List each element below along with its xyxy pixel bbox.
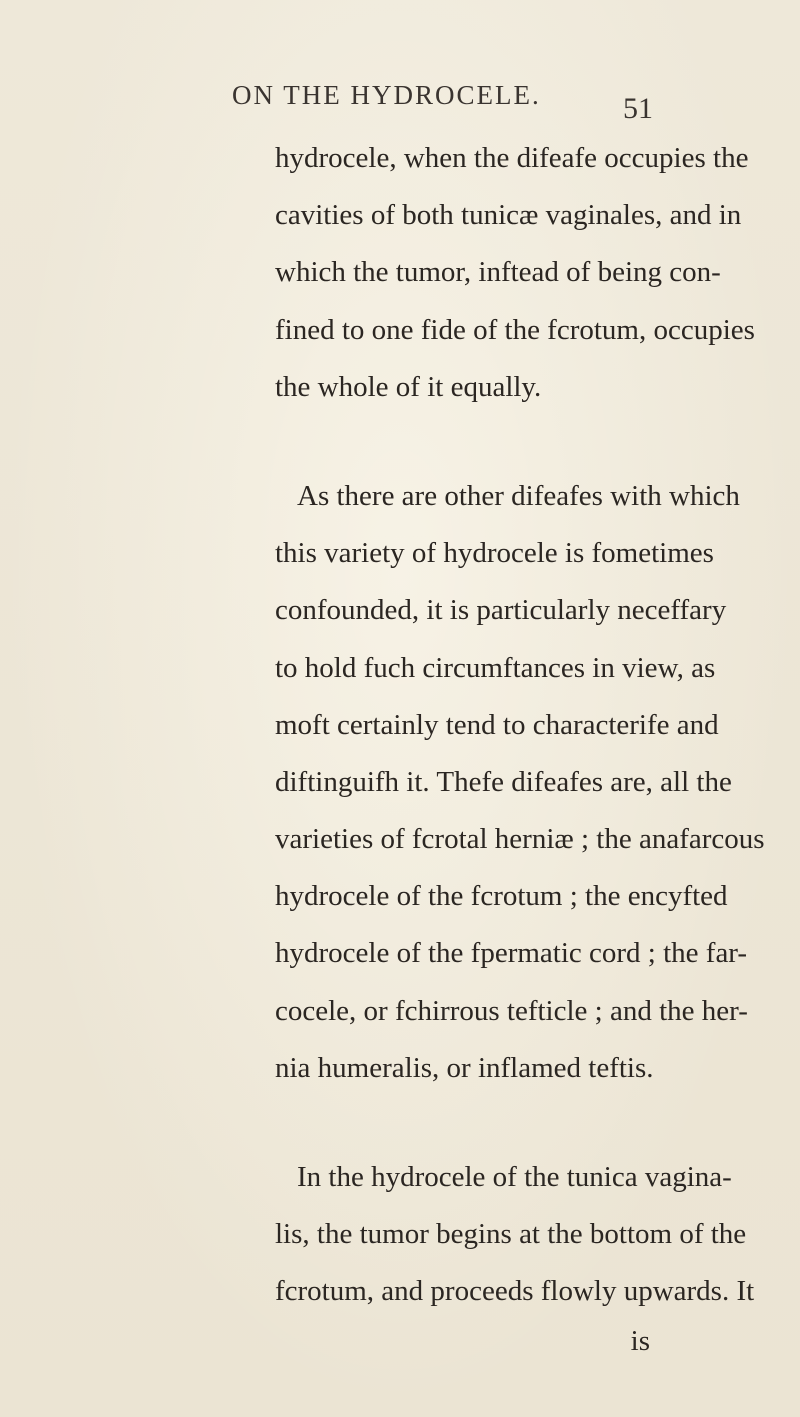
paragraph-1 [275,130,755,416]
text-line: hydrocele, when the difeafe occupies the [275,142,749,174]
paragraph-2 [275,468,765,1097]
text-line: hydrocele of the fpermatic cord ; the far- [275,937,748,970]
text-line: hydrocele of the fcrotum ; the encyfted [275,880,728,913]
body-text [275,130,765,1361]
text-line: cocele, or fchirrous tefticle ; and the her- [275,994,748,1027]
paragraph-gap [280,1097,655,1149]
text-line: nia humeralis, or inflamed teftis. [275,1051,654,1084]
text-line: lis, the tumor begins at the bottom of the [275,1218,747,1251]
text-line: As there are other difeafes with which [297,479,740,512]
text-line: moft certainly tend to characterife and [275,708,719,741]
page-number: 51 [623,92,653,125]
text-line: varieties of fcrotal herniæ ; the anafarcous [275,823,765,856]
text-line: In the hydrocele of the tunica vagina- [297,1161,732,1193]
text-line: diftinguifh it. Thefe difeafes are, all the [275,765,732,798]
text-line: cavities of both tunicæ vaginales, and in [275,199,742,232]
paragraph-3 [275,1149,755,1321]
text-line: the whole of it equally. [275,370,542,403]
paragraph-gap [280,416,655,468]
text-line: fcrotum, and proceeds flowly upwards. It [275,1275,755,1308]
text-line: to hold fuch circumftances in view, as [275,651,716,684]
text-line: which the tumor, inftead of being con- [275,256,721,289]
running-head: ON THE HYDROCELE. [232,80,541,110]
text-line: confounded, it is particularly neceffary [275,594,727,627]
text-line: fined to one fide of the fcrotum, occupies [275,313,755,346]
catchword: is [630,1324,650,1357]
text-line: this variety of hydrocele is fometimes [275,537,714,570]
